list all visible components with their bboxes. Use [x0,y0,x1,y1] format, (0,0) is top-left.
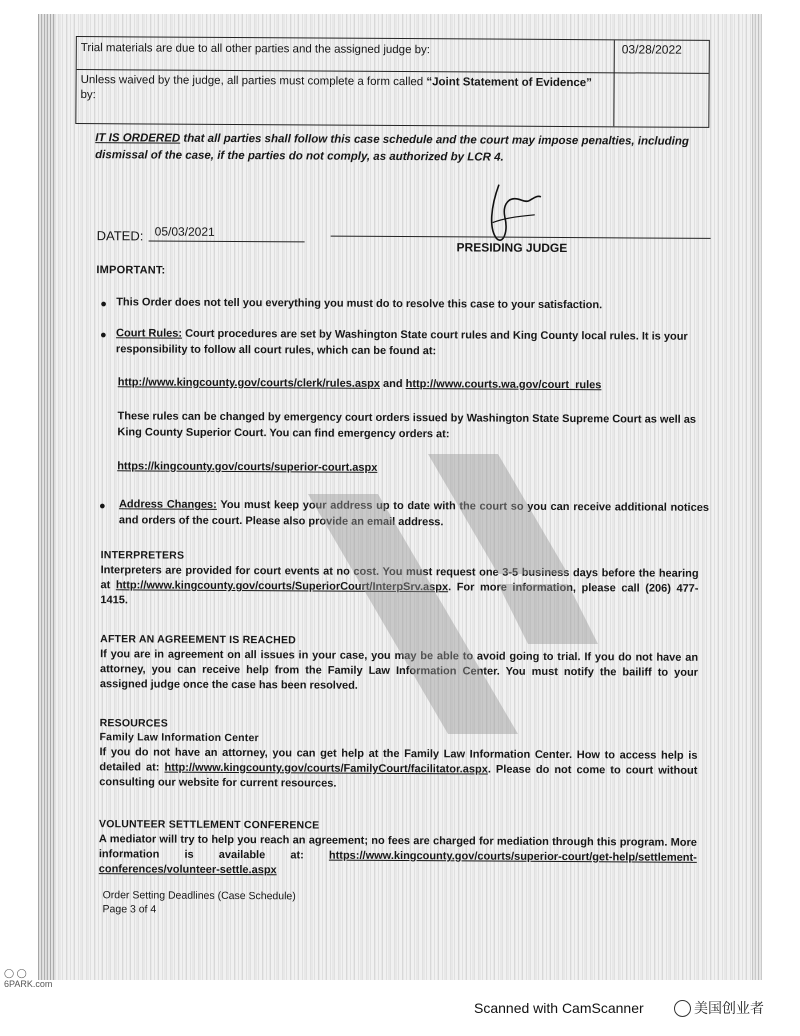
interpreters-text-b: . For more information, please call (206) 477-1415. [100,581,699,607]
court-rules-heading: Court Rules: [116,327,183,340]
trial-materials-date: 03/28/2022 [621,42,682,57]
dated-label: DATED: [96,228,144,244]
corner-watermark-glyph: ◯ ◯ [4,968,27,978]
presiding-judge-label: PRESIDING JUDGE [456,240,568,256]
resources-text-a: If you do not have an attorney, you can get help at the Family Law Information Center. How to access help is detailed at: [99,746,698,774]
agreement-heading: AFTER AN AGREEMENT IS REACHED [100,633,296,647]
bullet-address-changes [119,496,709,532]
weibo-account-name: 美国创业者 [694,1000,764,1016]
bullet-icon: ● [100,298,107,311]
joint-statement-text: Unless waived by the judge, all parties must complete a form called [80,74,427,89]
link-interpreter-services[interactable]: http://www.kingcounty.gov/courts/SuperiorCourt/InterpSrv.aspx [115,579,449,594]
resources-text-b: . Please do not come to court without consulting our website for current resources. [99,763,698,790]
link-court-rules[interactable]: http://www.courts.wa.gov/court_rules [405,378,602,392]
emergency-orders-text: These rules can be changed by emergency court orders issued by Washington State Supreme Court as well as King County Superior Court. You can find emergency orders at: [117,410,697,441]
trial-materials-row: Trial materials are due to all other parties and the assigned judge by: [80,42,431,57]
resources-heading: RESOURCES [99,717,169,730]
settlement-text [99,832,697,881]
weibo-icon [674,1000,691,1017]
court-rules-text: Court procedures are set by Washington State court rules and King County local rules. It is your responsibility to follow all court rules, which can be found at: [115,327,688,358]
footer-title: Order Setting Deadlines (Case Schedule) [102,889,296,903]
joint-statement-row [80,73,600,106]
agreement-text: If you are in agreement on all issues in your case, you may be able to avoid going to trial. If you do not have an attorney, you can receive help from the Family Law Information Center. You must notify the bailiff to your assigned judge once the case has been resolved. [99,648,699,692]
court-order-statement [95,130,695,168]
interpreters-text [100,563,698,612]
link-superior-court[interactable]: https://kingcounty.gov/courts/superior-court.aspx [117,460,378,474]
interpreters-heading: INTERPRETERS [100,549,185,562]
bullet-icon: ● [98,500,106,513]
settlement-text-a: A mediator will try to help you reach an agreement; no fees are charged for mediation through this program. More information is available at: [98,833,697,862]
scanned-sheet [38,14,762,980]
footer-page-number: Page 3 of 4 [102,903,157,916]
bullet-court-rules [116,325,706,361]
corner-watermark-text: 6PARK.com [4,979,53,989]
court-rules-links [118,374,602,393]
interpreters-text-a: Interpreters are provided for court events at no cost. You must request one 3-5 business days before the hearing at [100,564,699,592]
resources-text [99,745,697,794]
camscanner-label: Scanned with CamScanner [474,1000,644,1016]
link-facilitator[interactable]: http://www.kingcounty.gov/courts/FamilyCourt/facilitator.aspx [164,761,488,776]
joint-statement-by: by: [80,89,96,102]
corner-watermark [4,968,52,990]
family-law-center-heading: Family Law Information Center [99,731,259,745]
link-volunteer-settlement[interactable]: https://www.kingcounty.gov/courts/superior-court/get-help/settlement-conferences/volunteer-settle.aspx [98,849,697,877]
important-heading: IMPORTANT: [96,264,166,277]
bullet-order-notice: This Order does not tell you everything you must do to resolve this case to your satisfaction. [116,296,603,312]
link-clerk-rules[interactable]: http://www.kingcounty.gov/courts/clerk/rules.aspx [117,376,380,390]
settlement-heading: VOLUNTEER SETTLEMENT CONFERENCE [99,818,320,832]
address-changes-heading: Address Changes: [118,498,217,511]
address-changes-text: You must keep your address up to date with the court so you can receive additional notices and orders of the court. Please also provide an email address. [118,498,710,529]
deadline-table [75,36,710,128]
it-is-ordered: IT IS ORDERED [95,132,181,145]
dated-value: 05/03/2021 [149,224,305,242]
joint-statement-form-name: “Joint Statement of Evidence” [426,76,592,90]
bullet-icon: ● [99,329,107,342]
document-content [38,14,762,980]
link-separator: and [379,377,406,391]
order-text: that all parties shall follow this case schedule and the court may impose penalties, including dismissal of the case, if the parties do not comply, as authorized by LCR 4. [95,132,689,164]
weibo-watermark [674,998,764,1018]
table-divider-vertical [613,40,615,126]
